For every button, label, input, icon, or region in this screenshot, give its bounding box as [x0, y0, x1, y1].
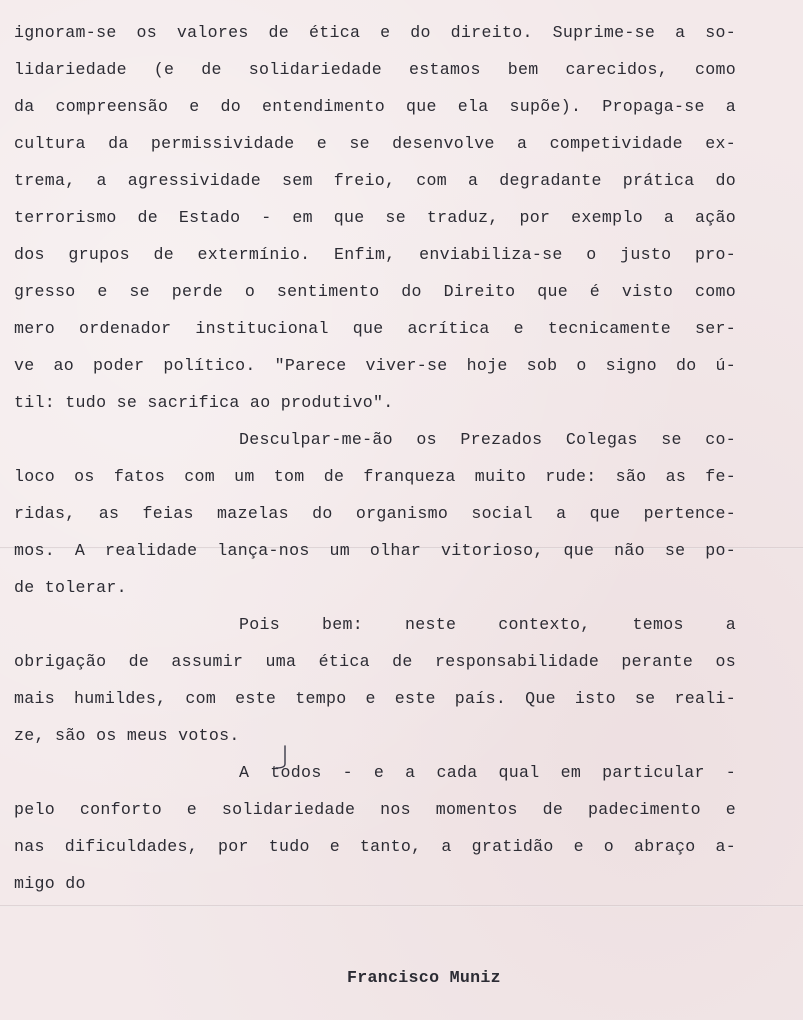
paragraph-start-line: Pois bem: neste contexto, temos a: [239, 615, 736, 634]
body-line: lidariedade (e de solidariedade estamos bem carecidos, como: [14, 60, 736, 79]
body-line: til: tudo se sacrifica ao produtivo".: [14, 393, 394, 412]
body-line: pelo conforto e solidariedade nos momentos de padecimento e: [14, 800, 736, 819]
body-line: trema, a agressividade sem freio, com a degradante prática do: [14, 171, 736, 190]
body-line: ve ao poder político. "Parece viver-se hoje sob o signo do ú-: [14, 356, 736, 375]
body-line: gresso e se perde o sentimento do Direito que é visto como: [14, 282, 736, 301]
letter-body: [14, 14, 736, 902]
body-line: de tolerar.: [14, 578, 127, 597]
signature-name: Francisco Muniz: [347, 968, 501, 987]
body-line: terrorismo de Estado - em que se traduz, por exemplo a ação: [14, 208, 736, 227]
body-line: da compreensão e do entendimento que ela supõe). Propaga-se a: [14, 97, 736, 116]
body-line: mero ordenador institucional que acrítica e tecnicamente ser-: [14, 319, 736, 338]
body-line: dos grupos de extermínio. Enfim, enviabiliza-se o justo pro-: [14, 245, 736, 264]
handwritten-mark-icon: [272, 744, 290, 772]
body-line: nas dificuldades, por tudo e tanto, a gratidão e o abraço a-: [14, 837, 736, 856]
paragraph-start-line: Desculpar-me-ão os Prezados Colegas se co-: [239, 430, 736, 449]
body-line: mais humildes, com este tempo e este país. Que isto se reali-: [14, 689, 736, 708]
body-line: loco os fatos com um tom de franqueza muito rude: são as fe-: [14, 467, 736, 486]
body-line: ze, são os meus votos.: [14, 726, 240, 745]
body-line: cultura da permissividade e se desenvolve a competividade ex-: [14, 134, 736, 153]
paper-fold-line: [0, 905, 803, 907]
body-line: ignoram-se os valores de ética e do direito. Suprime-se a so-: [14, 23, 736, 42]
paragraph-start-line: A todos - e a cada qual em particular -: [239, 763, 736, 782]
body-line: ridas, as feias mazelas do organismo social a que pertence-: [14, 504, 736, 523]
body-line: mos. A realidade lança-nos um olhar vitorioso, que não se po-: [14, 541, 736, 560]
body-line: obrigação de assumir uma ética de responsabilidade perante os: [14, 652, 736, 671]
body-line: migo do: [14, 874, 86, 893]
